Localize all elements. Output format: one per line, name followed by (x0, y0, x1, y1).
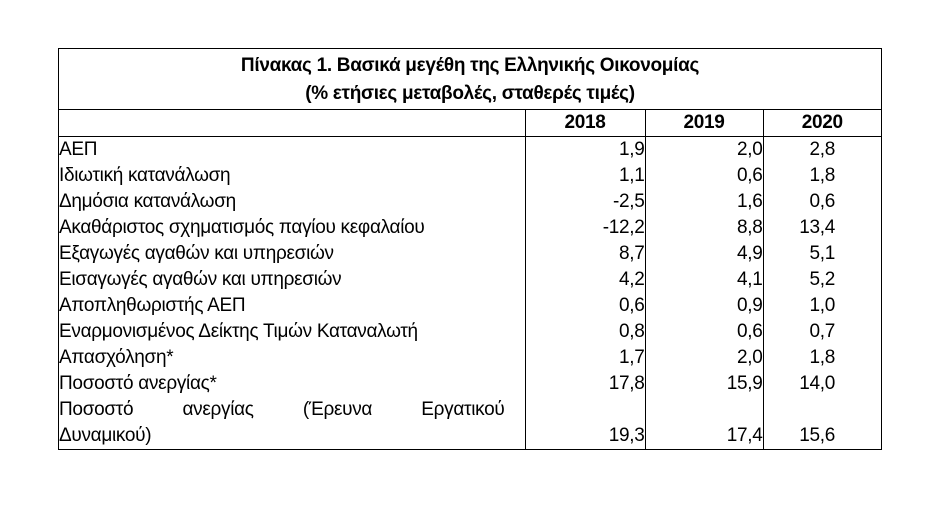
row-label: Απασχόληση* (59, 347, 174, 368)
row-value: 1,8 (763, 345, 881, 371)
row-value: 8,8 (645, 215, 763, 241)
row-value: 0,6 (763, 189, 881, 215)
row-value: 1,0 (763, 293, 881, 319)
row-label-line-2: Δυναμικού) (59, 425, 152, 446)
table-row (59, 267, 881, 293)
row-value: 0,9 (645, 293, 763, 319)
row-label-multiline (59, 397, 525, 449)
row-value: 13,4 (763, 215, 881, 241)
row-label: Εξαγωγές αγαθών και υπηρεσιών (59, 243, 334, 264)
table-title-line-1: Πίνακας 1. Βασικά μεγέθη της Ελληνικής Οικονομίας (240, 55, 700, 76)
table-row (59, 371, 881, 397)
table-row (59, 215, 881, 241)
table-row (59, 137, 881, 164)
row-value: 17,8 (525, 371, 645, 397)
row-value: 2,0 (645, 345, 763, 371)
row-label-wrap (59, 397, 525, 449)
table-row (59, 241, 881, 267)
row-label: Ποσοστό ανεργίας* (59, 373, 217, 394)
table-row (59, 189, 881, 215)
year-header-2018: 2018 (525, 110, 645, 137)
row-label: ΑΕΠ (59, 139, 98, 160)
table-row-unemployment-survey (59, 397, 881, 449)
year-header-2019: 2019 (645, 110, 763, 137)
row-value: 8,7 (525, 241, 645, 267)
row-value: 19,3 (525, 397, 645, 449)
row-value: 5,1 (763, 241, 881, 267)
table-title (59, 49, 881, 110)
row-value: 0,6 (645, 163, 763, 189)
row-value: 0,7 (763, 319, 881, 345)
row-label: Δημόσια κατανάλωση (59, 191, 236, 212)
table-row (59, 345, 881, 371)
row-value: 14,0 (763, 371, 881, 397)
row-value: 0,8 (525, 319, 645, 345)
header-label-cell (59, 110, 525, 137)
row-label: Εισαγωγές αγαθών και υπηρεσιών (59, 269, 342, 290)
row-label: Εναρμονισμένος Δείκτης Τιμών Καταναλωτή (59, 321, 418, 342)
row-value: -2,5 (525, 189, 645, 215)
row-label: Αποπληθωριστής ΑΕΠ (59, 295, 246, 316)
data-table (59, 110, 881, 449)
row-value: 15,6 (763, 397, 881, 449)
row-value: 4,2 (525, 267, 645, 293)
row-value: -12,2 (525, 215, 645, 241)
row-value: 15,9 (645, 371, 763, 397)
row-label-line-1: Ποσοστό ανεργίας (Έρευνα Εργατικού (59, 399, 505, 420)
table-row (59, 319, 881, 345)
year-header-2020: 2020 (763, 110, 881, 137)
row-value: 4,1 (645, 267, 763, 293)
row-value: 1,1 (525, 163, 645, 189)
row-value: 1,6 (645, 189, 763, 215)
header-row (59, 110, 881, 137)
row-value: 1,8 (763, 163, 881, 189)
row-value: 17,4 (645, 397, 763, 449)
row-value: 0,6 (525, 293, 645, 319)
row-value: 1,7 (525, 345, 645, 371)
row-label: Ακαθάριστος σχηματισμός παγίου κεφαλαίου (59, 217, 425, 238)
table-title-line-2: (% ετήσιες μεταβολές, σταθερές τιμές) (305, 83, 635, 104)
row-value: 1,9 (525, 137, 645, 164)
table-row (59, 163, 881, 189)
row-value: 4,9 (645, 241, 763, 267)
row-value: 5,2 (763, 267, 881, 293)
row-value: 2,0 (645, 137, 763, 164)
economy-table (58, 48, 882, 450)
row-value: 0,6 (645, 319, 763, 345)
row-label: Ιδιωτική κατανάλωση (59, 165, 231, 186)
row-value: 2,8 (763, 137, 881, 164)
table-row (59, 293, 881, 319)
